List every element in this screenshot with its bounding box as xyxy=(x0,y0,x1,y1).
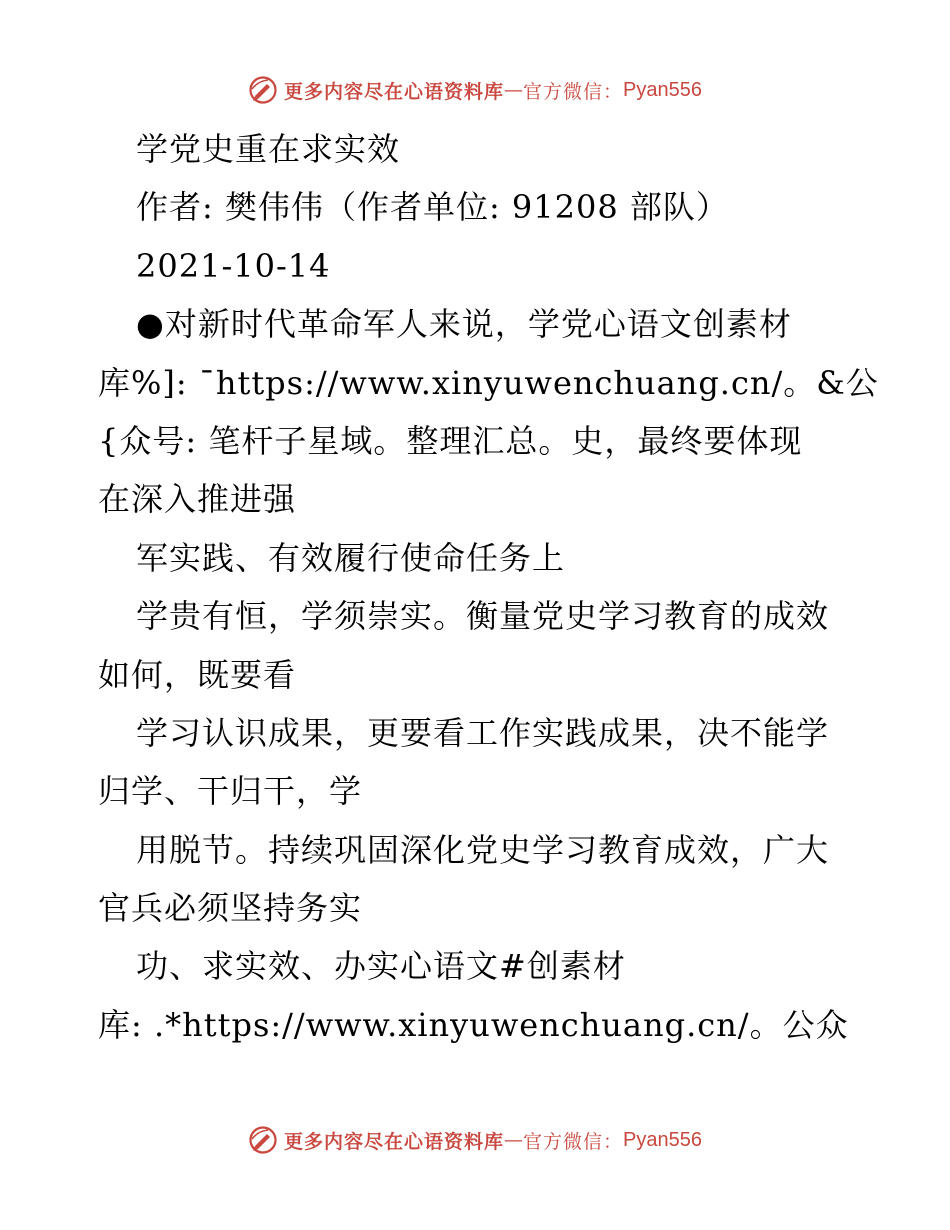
paragraph-line: {众号: 笔杆子星域。整理汇总。史，最终要体现 xyxy=(98,421,803,460)
date-line: 2021-10-14 xyxy=(136,246,331,285)
article-title: 学党史重在求实效 xyxy=(136,130,401,168)
wechat-id: Pyan556 xyxy=(623,1128,702,1151)
wechat-id: Pyan556 xyxy=(623,78,702,101)
paragraph-line: ●对新时代革命军人来说，学党心语文创素材 xyxy=(136,305,792,344)
paragraph-line: 用脱节。持续巩固深化党史学习教育成效，广大 xyxy=(136,830,830,869)
banner-title: 更多内容尽在心语资料库 xyxy=(284,1130,505,1153)
paragraph-line: 功、求实效、办实心语文#创素材 xyxy=(136,947,626,986)
pen-logo-icon xyxy=(248,75,278,105)
wechat-label: 官方微信： xyxy=(523,80,624,103)
paragraph-line: 学习认识成果，更要看工作实践成果，决不能学 xyxy=(136,713,830,752)
paragraph-line: 军实践、有效履行使命任务上 xyxy=(136,538,566,577)
paragraph-line: 库%]: ¯https://www.xinyuwenchuang.cn/。&公 xyxy=(98,363,879,402)
footer-banner xyxy=(0,1122,950,1158)
paragraph-line: 官兵必须坚持务实 xyxy=(98,889,363,928)
paragraph-line: 归学、干归干，学 xyxy=(98,772,363,811)
header-banner xyxy=(0,72,950,108)
paragraph-line: 如何，既要看 xyxy=(98,655,297,694)
pen-logo-icon xyxy=(248,1125,278,1155)
author-line: 作者: 樊伟伟（作者单位: 91208 部队） xyxy=(136,188,729,227)
paragraph-line: 学贵有恒，学须崇实。衡量党史学习教育的成效 xyxy=(136,597,830,636)
banner-dash: — xyxy=(504,79,524,101)
banner-title: 更多内容尽在心语资料库 xyxy=(284,80,505,103)
wechat-label: 官方微信： xyxy=(523,1130,624,1153)
banner-dash: — xyxy=(504,1129,524,1151)
document-body xyxy=(98,120,878,1054)
paragraph-line: 在深入推进强 xyxy=(98,480,297,519)
paragraph-line: 库: .*https://www.xinyuwenchuang.cn/。公众 xyxy=(98,1005,849,1044)
